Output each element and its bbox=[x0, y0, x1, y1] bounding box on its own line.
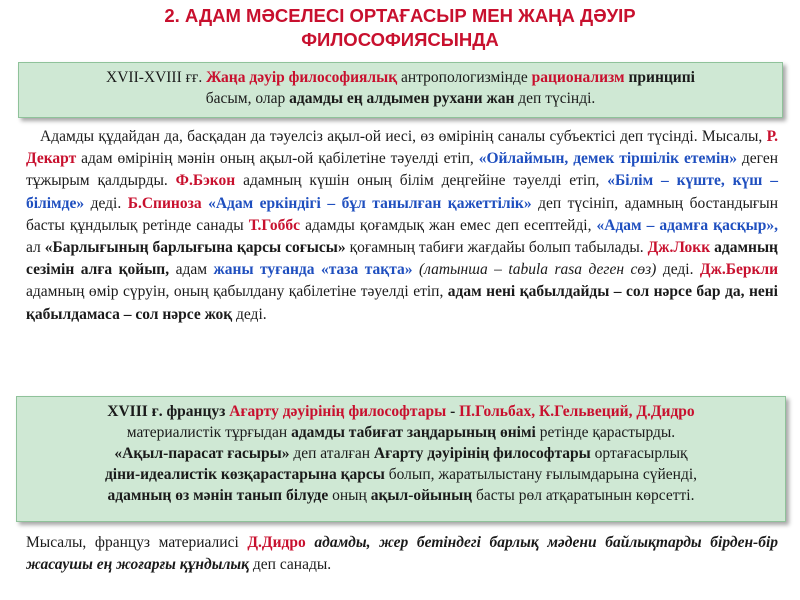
page-title bbox=[0, 4, 800, 52]
text-span: деді. bbox=[656, 261, 700, 279]
highlight-red: Ағарту дәуірінің философтары bbox=[229, 403, 447, 420]
highlight-red: рационализм bbox=[531, 69, 625, 86]
text-span: антропологизмінде bbox=[397, 69, 532, 86]
text-span: XVII-XVIII ғғ. bbox=[106, 69, 207, 86]
text-span: адам өмірінің мәнін оның ақыл-ой қабілетіне тәуелді етіп, bbox=[76, 150, 479, 168]
text-span: оның bbox=[328, 487, 371, 504]
name-locke: Дж.Локк bbox=[647, 239, 711, 257]
name-descartes: Р. Декарт bbox=[26, 128, 778, 168]
title-line-2: ФИЛОСОФИЯСЫНДА bbox=[301, 29, 499, 50]
highlight-red: П.Гольбах, К.Гельвеций, Д.Дидро bbox=[459, 403, 695, 420]
italic-note: (латынша – tabula rasa деген сөз) bbox=[419, 261, 657, 279]
text-span: ал bbox=[26, 239, 45, 257]
philosophers-paragraph bbox=[26, 126, 778, 326]
bold-text: ақыл-ойының bbox=[370, 487, 473, 504]
bold-text: «Барлығының барлығына қарсы соғысы» bbox=[44, 239, 346, 257]
diderot-paragraph bbox=[26, 532, 778, 576]
text-span: қоғамның табиғи жағдайы болып табылады. bbox=[345, 239, 648, 257]
text-span: ортағасырлық bbox=[590, 445, 688, 462]
name-berkeley: Дж.Беркли bbox=[699, 261, 779, 279]
text-span: деген тұжырым қалдырды. bbox=[26, 150, 779, 190]
bold-text: адам нені қабылдайды – сол нәрсе бар да, нені қабылдамаса – сол нәрсе жоқ bbox=[26, 283, 778, 323]
name-spinoza: Б.Спиноза bbox=[127, 194, 202, 212]
text-span: деп аталған bbox=[289, 445, 374, 462]
text-span: деді. bbox=[84, 194, 128, 212]
text-span: деп түсініп, адамның бостандығын басты құндылық ретінде санады bbox=[26, 194, 778, 234]
text-span: деп түсінді. bbox=[514, 90, 596, 107]
bold-text: Ағарту дәуірінің философтары bbox=[373, 445, 591, 462]
text-span: адамның күшін оның білім деңгейіне тәуелді етіп, bbox=[235, 172, 608, 190]
bold-text: XVIII ғ. француз bbox=[107, 403, 230, 420]
bold-italic-text: адамды, жер бетіндегі барлық мәдени байлықтарды бірден-бір жасаушы ең жоғарғы құндылық bbox=[26, 534, 779, 574]
text-span: адам bbox=[169, 261, 214, 279]
bold-text: адамның өз мәнін танып білуде bbox=[107, 487, 329, 504]
text-span: деді. bbox=[232, 305, 267, 323]
bold-text: - bbox=[446, 403, 460, 420]
bold-text: «Ақыл-парасат ғасыры» bbox=[114, 445, 290, 462]
text-span: ретінде қарастырды. bbox=[535, 424, 676, 441]
text-span: деп санады. bbox=[249, 556, 332, 574]
quote-descartes: «Ойлаймын, демек тіршілік етемін» bbox=[478, 150, 737, 168]
name-bacon: Ф.Бэкон bbox=[175, 172, 236, 190]
name-diderot: Д.Дидро bbox=[247, 534, 306, 551]
enlightenment-box bbox=[16, 396, 786, 522]
rationalism-summary-box bbox=[18, 62, 783, 118]
text-span: адамның өмір сүруін, оның қабылдану қабілетіне тәуелді етіп, bbox=[26, 283, 448, 301]
text-span: басым, олар bbox=[205, 90, 290, 107]
bold-text: адамның сезімін алға қойып, bbox=[26, 239, 778, 279]
text-span: басты рөл атқаратынын көрсетті. bbox=[472, 487, 695, 504]
text-span: материалистік тұрғыдан bbox=[126, 424, 292, 441]
text-span: адамды қоғамдық жан емес деп есептейді, bbox=[300, 216, 597, 234]
highlight-red: Жаңа дәуір философиялық bbox=[206, 69, 398, 86]
bold-text: адамды табиғат заңдарының өнімі bbox=[291, 424, 536, 441]
quote-hobbes: «Адам – адамға қасқыр», bbox=[596, 216, 778, 234]
quote-bacon: «Білім – күште, күш – білімде» bbox=[26, 172, 779, 212]
bold-text: діни-идеалистік көзқарастарына қарсы bbox=[104, 466, 385, 483]
quote-spinoza: «Адам еркіндігі – бұл танылған қажеттілік» bbox=[208, 194, 532, 212]
text-span: болып, жаратылыстану ғылымдарына сүйенді, bbox=[384, 466, 698, 483]
title-line-1: 2. АДАМ МӘСЕЛЕСІ ОРТАҒАСЫР МЕН ЖАҢА ДӘУІР bbox=[164, 5, 636, 26]
name-hobbes: Т.Гоббс bbox=[248, 216, 301, 234]
quote-locke: жаны туғанда «таза тақта» bbox=[213, 261, 413, 279]
bold-text: принципі bbox=[624, 69, 695, 86]
bold-text: адамды ең алдымен рухани жан bbox=[289, 90, 515, 107]
text-span: Адамды құдайдан да, басқадан да тәуелсіз ақыл-ой иесі, өз өмірінің саналы субъектісі деп түсінді. Мысалы, bbox=[40, 128, 767, 145]
text-span: Мысалы, француз материалисі bbox=[26, 534, 248, 551]
